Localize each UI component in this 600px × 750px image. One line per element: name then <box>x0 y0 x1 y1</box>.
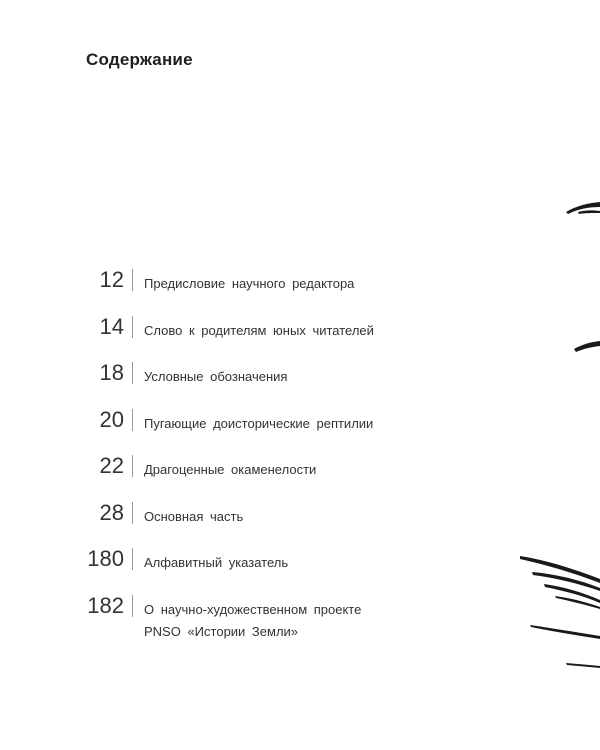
toc-page-number: 12 <box>99 267 124 292</box>
toc-title-line-2: PNSO «Истории Земли» <box>144 623 299 639</box>
toc-divider <box>132 455 133 477</box>
toc-title: Драгоценные окаменелости <box>144 462 317 477</box>
brush-stroke <box>578 210 600 214</box>
toc-divider <box>132 502 133 524</box>
toc-title: Основная часть <box>144 508 244 524</box>
toc-entry <box>0 265 600 312</box>
toc-entry <box>0 451 600 498</box>
brush-stroke <box>566 202 600 214</box>
page-title: Содержание <box>86 50 193 69</box>
toc-entry <box>0 544 600 591</box>
toc-entry <box>0 498 600 545</box>
toc-title: Предисловие научного редактора <box>144 276 355 291</box>
toc-page-number: 28 <box>99 499 124 525</box>
toc-page-number: 182 <box>87 592 124 618</box>
toc-title: Условные обозначения <box>144 369 288 384</box>
toc-page-number: 180 <box>87 546 124 571</box>
toc-entry <box>0 591 600 638</box>
table-of-contents <box>0 265 600 637</box>
toc-page-number: 14 <box>99 313 124 339</box>
toc-entry <box>0 312 600 359</box>
toc-title: О научно-художественном проекте <box>144 601 362 617</box>
toc-entry <box>0 358 600 405</box>
toc-title: Алфавитный указатель <box>144 555 289 570</box>
toc-page-number: 20 <box>99 406 124 432</box>
brush-stroke <box>566 663 600 668</box>
toc-page-number: 22 <box>99 453 124 478</box>
toc-page-number: 18 <box>99 360 124 385</box>
toc-divider <box>132 409 133 431</box>
toc-title: Пугающие доисторические рептилии <box>144 415 374 431</box>
toc-title: Слово к родителям юных читателей <box>144 322 374 338</box>
toc-divider <box>132 595 133 617</box>
toc-entry <box>0 405 600 452</box>
toc-divider <box>132 362 133 384</box>
toc-divider <box>132 548 133 570</box>
toc-divider <box>132 269 133 291</box>
toc-divider <box>132 316 133 338</box>
